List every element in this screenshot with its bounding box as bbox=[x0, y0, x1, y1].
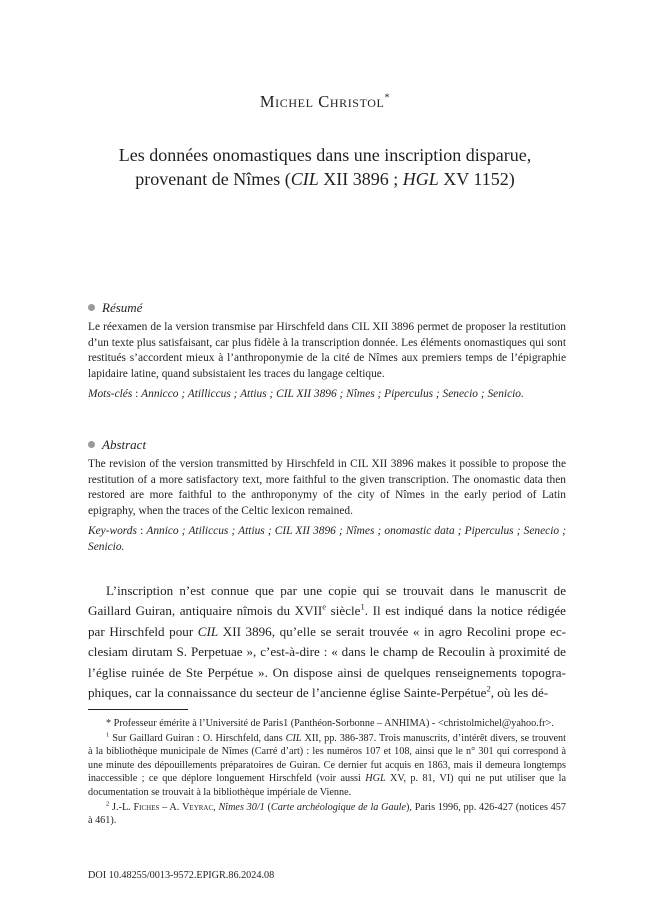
article-title bbox=[60, 143, 590, 191]
bullet-icon bbox=[88, 441, 95, 448]
resume-keywords bbox=[88, 387, 566, 403]
title-text: provenant de Nîmes ( bbox=[135, 169, 291, 189]
footnote-ref-1[interactable]: 1 bbox=[360, 602, 365, 613]
footnote-number: 2 bbox=[106, 800, 110, 808]
author-name-text: Michel Christol bbox=[259, 92, 385, 111]
body-run: XII 3896, qu’elle se serait trouvée « in agro Recolini prope ecclesiam dirutam S. Perpetuae », c’est-à-dire : « dans le champ de Recoulin à proximité de l’église ruinée de Ste Perpétue ». On dispose ainsi de quelques renseignements topographiques, car la connaissance du secteur de l’ancienne église Sainte-Perpétue bbox=[88, 623, 567, 701]
footnote-1 bbox=[88, 732, 566, 800]
body-run: L’inscription n’est connue que par une copie qui se trouvait dans le manuscrit de Gaillard Guiran, antiquaire nîmois du XVII bbox=[88, 583, 566, 619]
footnote-run: – A. bbox=[159, 801, 183, 813]
abstract-text: The revision of the version transmitted by Hirschfeld in CIL XII 3896 makes it possible to propose the restitution of a more satisfactory text, more faithful to the given transcription. The onomastic data then restored are more faithful to the anthroponymy of the city of Nîmes in the early period of Latin epigraphy, when the traces of the Celtic lexicon remained. bbox=[88, 458, 566, 517]
title-hgl: HGL bbox=[402, 169, 439, 189]
footnote-ref-2[interactable]: 2 bbox=[486, 683, 491, 694]
body-cil: CIL bbox=[197, 623, 219, 639]
bullet-icon bbox=[88, 304, 95, 311]
abstract-heading-label: Abstract bbox=[102, 437, 147, 452]
footnote-series-title: Carte archéologique de la Gaule bbox=[270, 801, 407, 813]
keywords-separator: : bbox=[136, 525, 147, 538]
footnote-run: ), Paris 1996, pp. 426-427 (notices 457 à 461). bbox=[88, 801, 566, 827]
footnote-hgl: HGL bbox=[365, 773, 386, 785]
footnote-run: XV, p. 81, VI) qui ne put utiliser que la documentation se trouvait à la bibliothèque impériale de Vienne. bbox=[88, 773, 566, 798]
resume-heading-label: Résumé bbox=[102, 300, 143, 315]
footnote-run: ( bbox=[264, 801, 271, 813]
abstract-section bbox=[88, 457, 566, 556]
author-name bbox=[0, 92, 650, 112]
footnote-cil: CIL bbox=[285, 732, 302, 744]
footnote-author: Fiches bbox=[133, 801, 160, 813]
resume-text: Le réexamen de la version transmise par Hirschfeld dans CIL XII 3896 permet de proposer la restitution d’un texte plus satisfaisant, car plus fidèle à la transcription donnée. Les éléments onomastiques qui sont restitués s’accordent mieux à l’anthroponymie de la cité de Nîmes aux premiers temps de l’épigraphie lapidaire latine, quand subsistaient les traces du langage celtique. bbox=[88, 321, 566, 380]
title-line-1: Les données onomastiques dans une inscription disparue, bbox=[118, 145, 532, 165]
body-run: , où les dé- bbox=[490, 685, 549, 701]
keywords-label: Key-words bbox=[88, 525, 137, 538]
footnote-run: J.-L. bbox=[109, 801, 134, 813]
doi-line[interactable]: DOI 10.48255/0013-9572.EPIGR.86.2024.08 bbox=[88, 870, 275, 881]
abstract-keywords bbox=[88, 524, 566, 555]
footnote-author: Veyrac bbox=[182, 801, 214, 813]
footnote-run: XII, pp. 386-387. Trois manuscrits, d’intérêt divers, se trouvent à la bibliothèque municipale de Nîmes (Carré d’art) : les numéros 107 et 108, ainsi que le n° 301 qui correspond à une minute des dépouillements préparatoires de Guiran. Ce dernier fut acquis en 1863, mais il demeura longtemps inaccessible ; ce que déplore longuement Hirschfeld (voir aussi bbox=[88, 732, 566, 785]
title-cil: CIL bbox=[290, 169, 319, 189]
body-paragraph bbox=[88, 581, 566, 703]
resume-heading bbox=[88, 300, 142, 316]
title-text: XV 1152) bbox=[438, 169, 515, 189]
resume-section bbox=[88, 320, 566, 403]
abstract-heading bbox=[88, 437, 146, 453]
author-footnote-marker[interactable]: * bbox=[384, 92, 391, 104]
footnote-star: * Professeur émérite à l’Université de Paris1 (Panthéon-Sorbonne – ANHIMA) - <christolmichel@yahoo.fr>. bbox=[106, 718, 554, 729]
body-run: siècle bbox=[326, 603, 361, 619]
footnotes bbox=[88, 717, 566, 828]
footnote-work-title: Nîmes 30/1 bbox=[218, 801, 265, 813]
keywords-separator: : bbox=[132, 388, 142, 401]
title-text: XII 3896 ; bbox=[318, 169, 403, 189]
superscript: e bbox=[322, 602, 327, 613]
keywords-list: Annico ; Atiliccus ; Attius ; CIL XII 3896 ; Nîmes ; onomastic data ; Piperculus ; Senecio ; Senicio. bbox=[88, 525, 566, 553]
footnote-2 bbox=[88, 801, 566, 828]
keywords-label: Mots-clés bbox=[88, 388, 133, 401]
footnote-run: Sur Gaillard Guiran : O. Hirschfeld, dans bbox=[109, 732, 286, 744]
body-text bbox=[88, 581, 566, 703]
keywords-list: Annicco ; Atilliccus ; Attius ; CIL XII 3896 ; Nîmes ; Piperculus ; Senecio ; Senicio. bbox=[141, 388, 524, 401]
footnote-number: 1 bbox=[106, 731, 110, 739]
body-run: . Il est indiqué dans la notice rédigée par Hirschfeld pour bbox=[88, 603, 566, 639]
title-line-2 bbox=[60, 167, 590, 191]
footnote-run: , bbox=[213, 801, 219, 813]
footnote-divider bbox=[88, 709, 188, 710]
